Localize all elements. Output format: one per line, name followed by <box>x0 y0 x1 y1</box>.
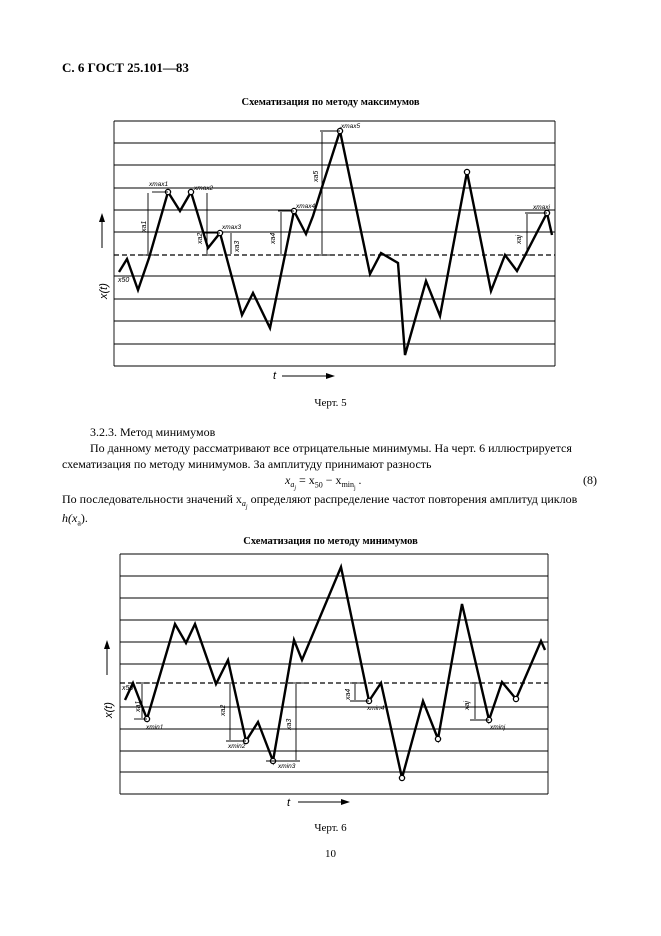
marker-516 <box>513 696 518 701</box>
label6-xmin1: xmin1 <box>146 724 164 731</box>
figure6-caption: Черт. 6 <box>314 822 347 834</box>
section-para2-end: $h(x_a)$. <box>62 511 88 528</box>
formula-8: $x_{a_j} = x_{50} - x_{min_j}$ . <box>285 473 362 492</box>
figure5-x-arrow-head <box>326 373 335 379</box>
figure5-caption: Черт. 5 <box>314 397 347 409</box>
label-xa4: xa4 <box>270 232 277 244</box>
label-xmax1: xmax1 <box>149 181 169 188</box>
label6-xmin3: xmin3 <box>278 763 296 770</box>
label6-xmin2: xmin2 <box>228 743 246 750</box>
figure5-grid <box>114 121 555 366</box>
figure6-amplitude-marks <box>134 683 489 761</box>
label-xa1: xa1 <box>141 220 148 232</box>
label6-xmin4: xmin4 <box>367 705 385 712</box>
formula-number: (8) <box>583 473 597 487</box>
figure6-x-arrow-head <box>341 799 350 805</box>
figure6-y-arrow-head <box>104 640 110 649</box>
xmax2-marker <box>188 189 193 194</box>
figure6-chart <box>0 550 661 810</box>
trough-marker <box>399 775 404 780</box>
label-xmax2: xmax2 <box>194 185 214 192</box>
label6-xa4: xa4 <box>345 688 352 700</box>
section-heading: 3.2.3. Метод минимумов <box>90 425 216 439</box>
figure5-y-label: x(t) <box>98 283 110 299</box>
label6-xa1: xa1 <box>135 700 142 712</box>
section-para1: По данному методу рассматривают все отрицательные минимумы. На черт. 6 иллюстрируется схематизация по методу минимумов. За амплитуду принимают разность <box>62 441 572 471</box>
trough2-marker <box>435 736 440 741</box>
figure6-min-markers <box>144 696 518 780</box>
label6-xminj: xminj <box>490 724 506 731</box>
label-xmaxj: xmaxj <box>533 204 550 211</box>
page-number: 10 <box>325 848 336 860</box>
peak-marker <box>464 169 469 174</box>
label-xaj: xaj <box>516 235 523 244</box>
label-xmax3: xmax3 <box>222 224 242 231</box>
figure6-signal <box>125 567 545 778</box>
label-xa3: xa3 <box>234 240 241 252</box>
label-xmax4: xmax4 <box>296 203 316 210</box>
figure6-y-label: x(t) <box>103 702 115 718</box>
section-para2: По последовательности значений $x_{a_j}$ определяют распределение частот повторения амплитуд циклов <box>62 492 578 511</box>
label6-x50: x50 <box>122 685 134 692</box>
label6-xa2: xa2 <box>220 704 227 716</box>
page-header: С. 6 ГОСТ 25.101—83 <box>62 60 189 75</box>
label6-xa3: xa3 <box>286 718 293 730</box>
figure5-x-label: t <box>273 370 277 382</box>
label-xmax5: xmax5 <box>341 123 361 130</box>
figure6-grid <box>120 554 548 794</box>
label-x50: x50 <box>118 277 130 284</box>
figure6-x-label: t <box>287 797 291 809</box>
label6-xaj: xaj <box>464 701 471 710</box>
label-xa2: xa2 <box>197 232 204 244</box>
figure5-chart <box>0 115 661 415</box>
figure5-title: Схематизация по методу максимумов <box>241 97 420 108</box>
figure5-y-arrow-head <box>99 213 105 222</box>
label-xa5: xa5 <box>313 170 320 182</box>
figure6-title: Схематизация по методу минимумов <box>243 536 418 547</box>
